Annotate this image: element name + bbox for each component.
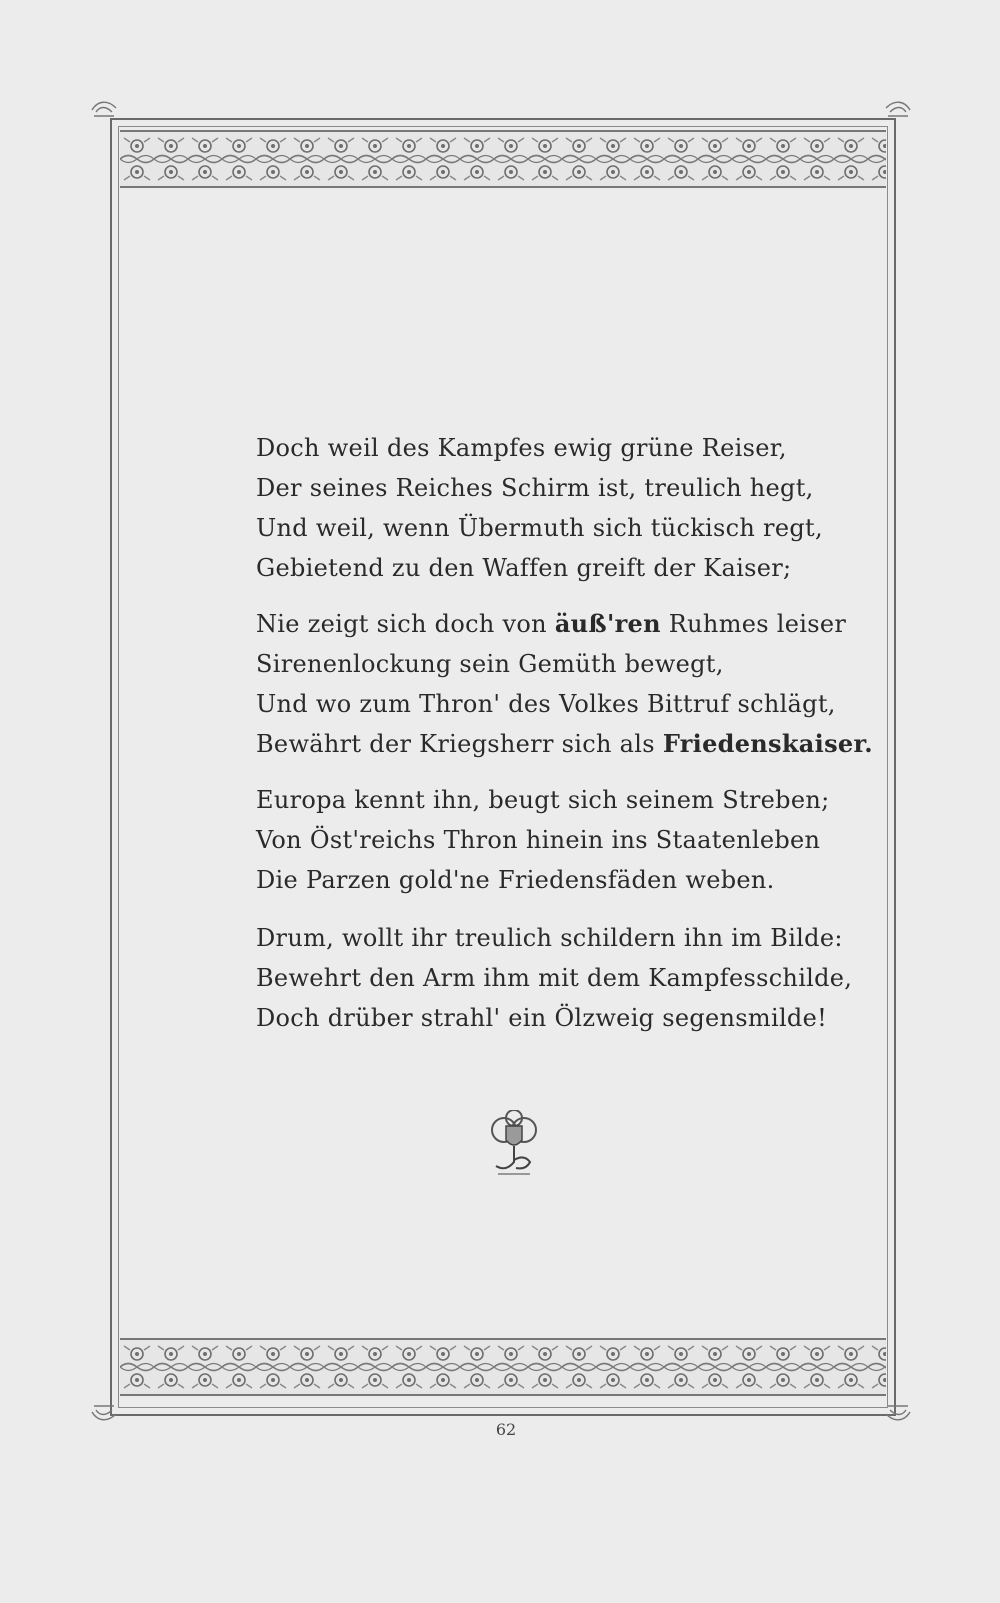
poem-stanza-1 xyxy=(256,428,823,588)
poem-line: Sirenenlockung sein Gemüth bewegt, xyxy=(256,650,724,678)
poem-line: Und wo zum Thron' des Volkes Bittruf schlägt, xyxy=(256,690,836,718)
floral-ornament-band-icon xyxy=(120,132,886,186)
page-frame-inner xyxy=(118,126,888,1408)
poem-line: Und weil, wenn Übermuth sich tückisch regt, xyxy=(256,514,823,542)
poem-line: Europa kennt ihn, beugt sich seinem Streben; xyxy=(256,786,830,814)
poem-line xyxy=(256,724,873,764)
poem-line: Der seines Reiches Schirm ist, treulich hegt, xyxy=(256,474,814,502)
leaf-corner-ornament-icon xyxy=(90,98,118,120)
emphasized-word: Friedenskaiser. xyxy=(662,729,873,758)
poem-line-segment: Nie zeigt sich doch von xyxy=(256,610,555,638)
poem-line: Von Öst'reichs Thron hinein ins Staatenleben xyxy=(256,826,821,854)
poem-line: Drum, wollt ihr treulich schildern ihn im Bilde: xyxy=(256,924,843,952)
page-number: 62 xyxy=(495,1420,517,1439)
poem-line: Doch weil des Kampfes ewig grüne Reiser, xyxy=(256,434,787,462)
clover-shield-vignette-icon xyxy=(486,1110,542,1180)
poem-line-segment: Bewährt der Kriegsherr sich als xyxy=(256,730,663,758)
floral-ornament-band-top xyxy=(120,130,886,188)
poem-stanza-3 xyxy=(256,780,830,900)
poem-stanza-2 xyxy=(256,604,873,764)
poem-line: Bewehrt den Arm ihm mit dem Kampfesschilde, xyxy=(256,964,853,992)
poem-line-segment: Ruhmes leiser xyxy=(660,610,847,638)
poem-line: Gebietend zu den Waffen greift der Kaiser; xyxy=(256,554,792,582)
emphasized-word: äuß'ren xyxy=(554,609,661,638)
poem-line: Doch drüber strahl' ein Ölzweig segensmilde! xyxy=(256,1004,828,1032)
floral-ornament-band-bottom xyxy=(120,1338,886,1396)
poem-line xyxy=(256,604,847,644)
leaf-corner-ornament-icon xyxy=(884,98,912,120)
floral-ornament-band-icon xyxy=(120,1340,886,1394)
poem-line: Die Parzen gold'ne Friedensfäden weben. xyxy=(256,866,775,894)
poem-stanza-4 xyxy=(256,918,853,1038)
